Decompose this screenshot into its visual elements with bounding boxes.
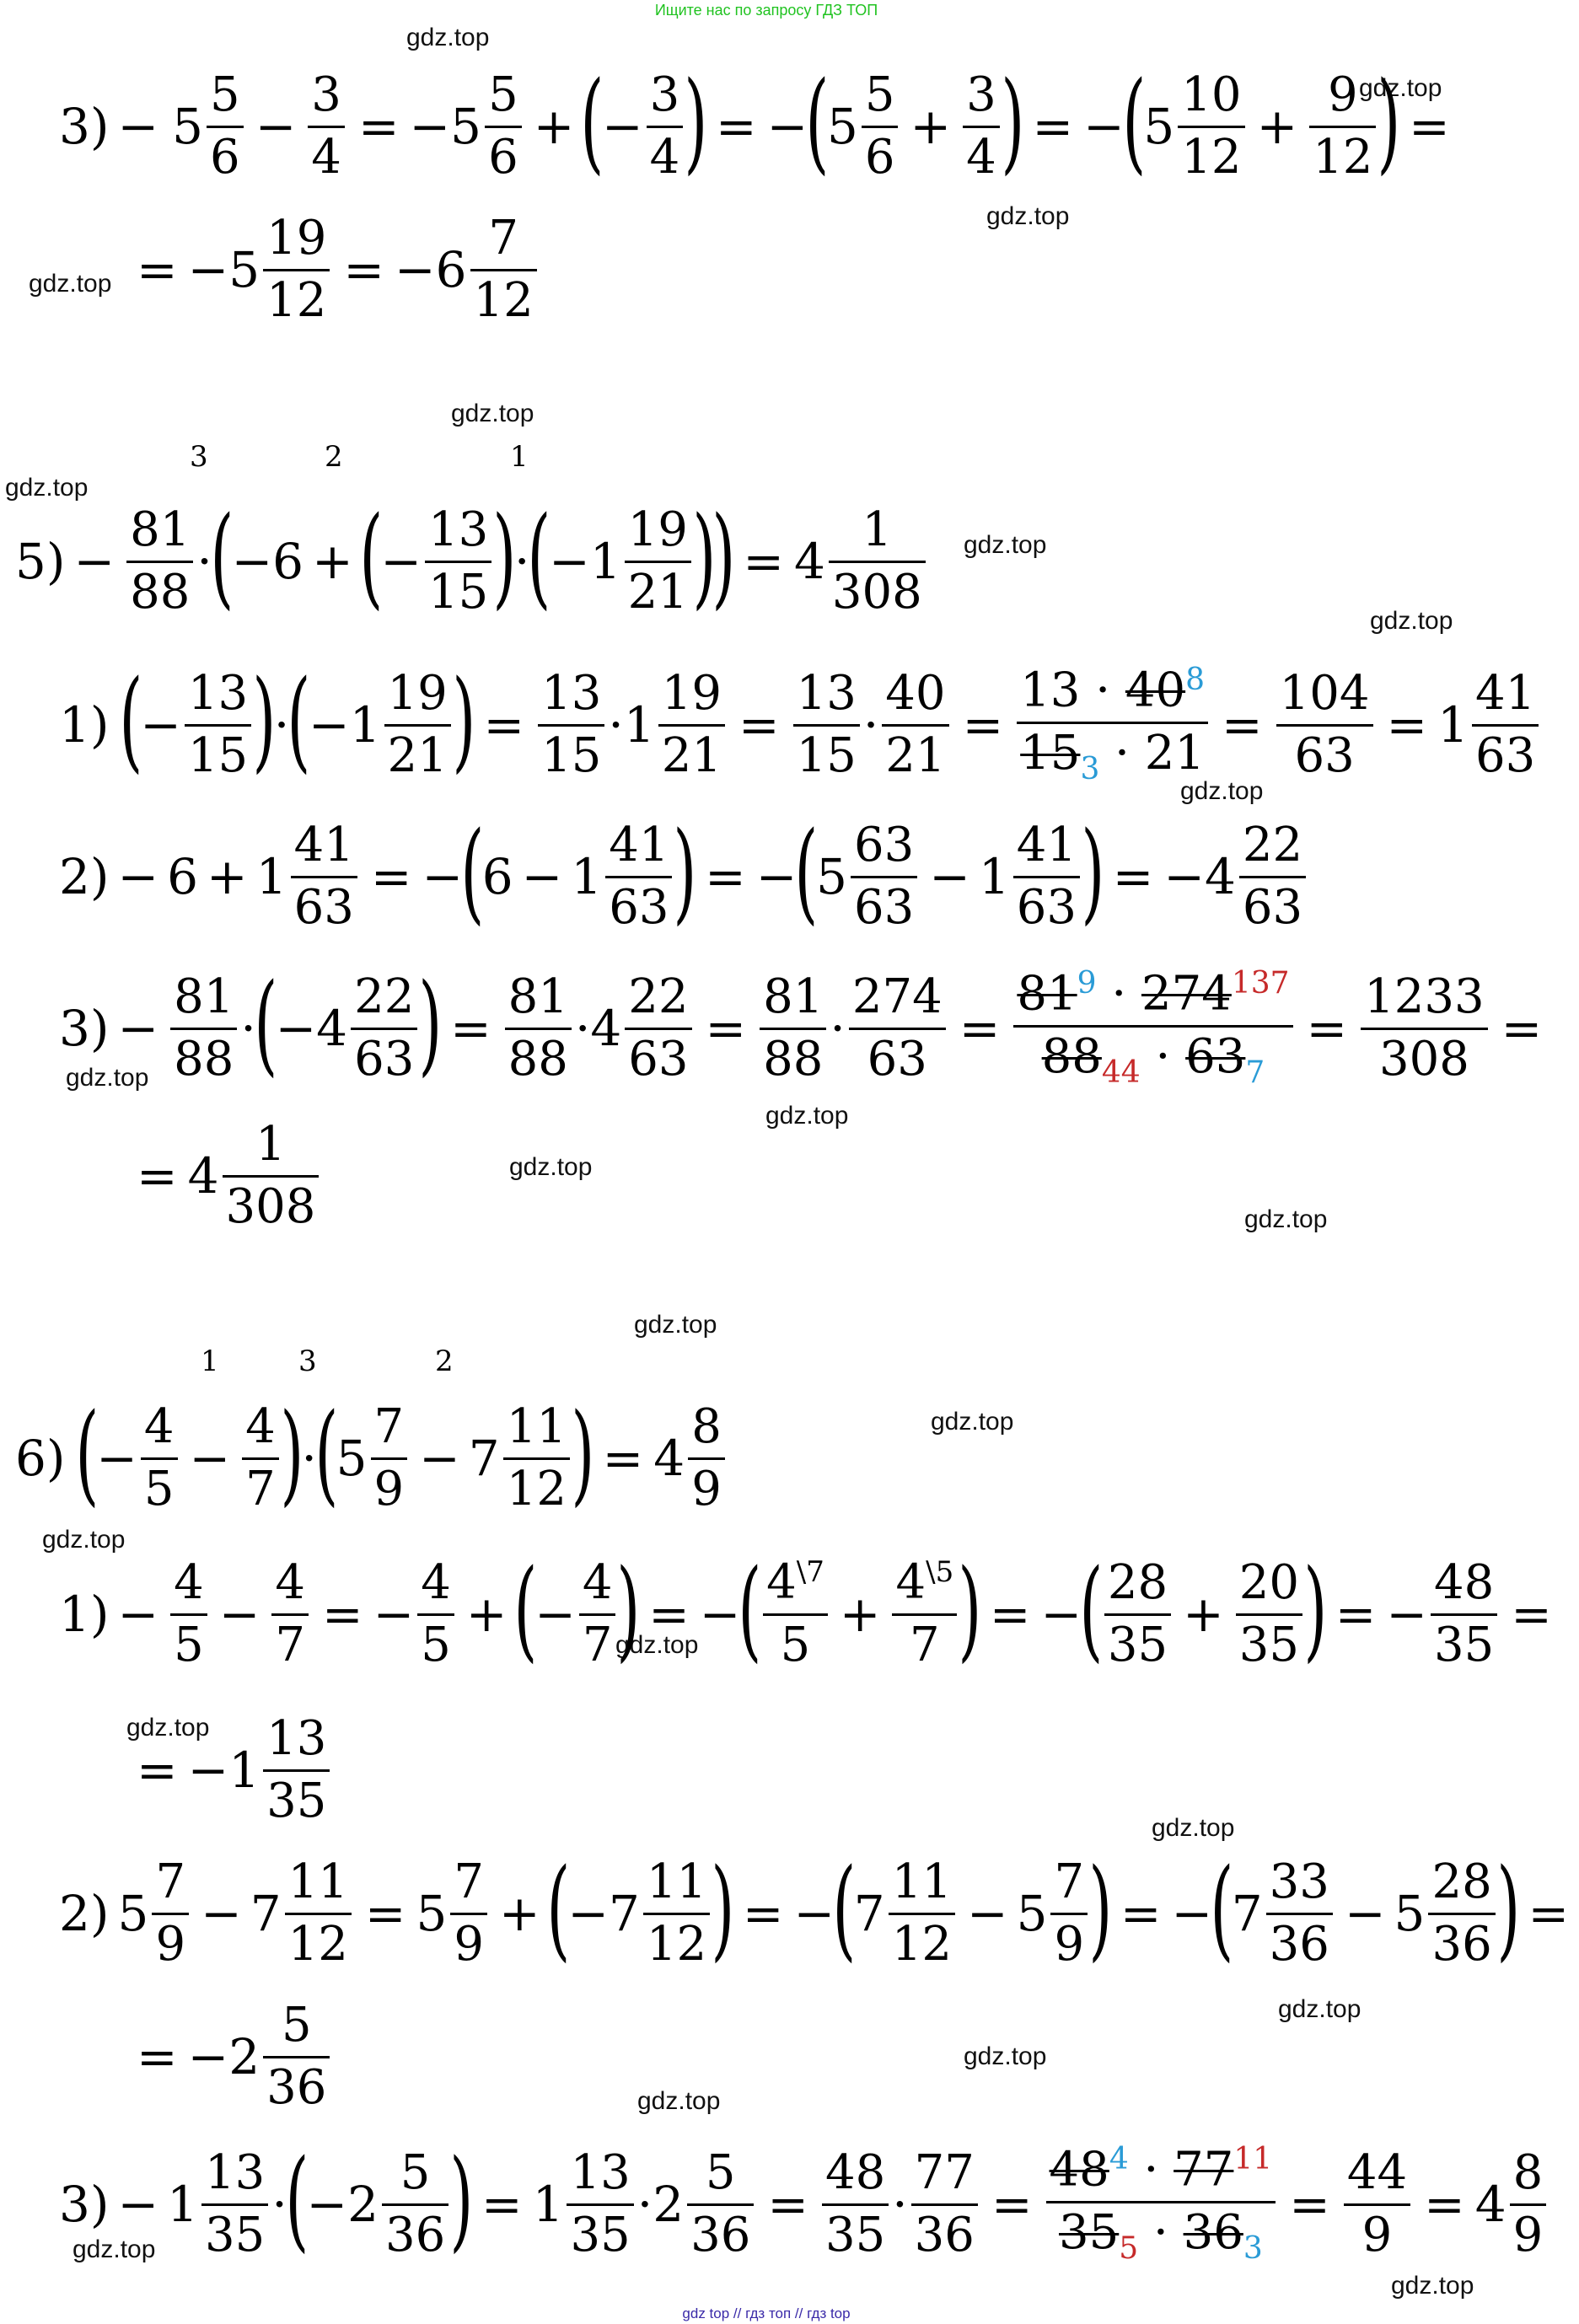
fraction: $\frac{81}{88}$	[505, 973, 572, 1085]
watermark: gdz.top	[509, 1153, 593, 1181]
fraction: $\frac{40}{21}$	[882, 669, 948, 781]
watermark: gdz.top	[42, 1526, 126, 1554]
watermark: gdz.top	[637, 2087, 721, 2115]
fraction: $\frac{7}{9}$	[152, 1858, 189, 1970]
watermark: gdz.top	[1152, 1814, 1235, 1842]
fraction: $\frac{4}{5}$	[141, 1403, 178, 1515]
reduction-fraction: $\frac{81^9 \cdot 274^{137}}{88_{44} \cdot 63_7}$	[1013, 968, 1292, 1088]
fraction: $\frac{48}{35}$	[822, 2149, 889, 2261]
fraction: $\frac{4}{7}$	[271, 1559, 309, 1671]
watermark: gdz.top	[126, 1714, 210, 1742]
fraction: $\frac{1}{308}$	[829, 506, 926, 618]
fraction: $\frac{81}{88}$	[126, 506, 193, 618]
watermark: gdz.top	[964, 531, 1047, 559]
fraction: $\frac{4}{5}$	[170, 1559, 207, 1671]
problem-6-step-2-result: = − 2 $\frac{5}{36}$	[126, 1998, 333, 2116]
fraction: $\frac{5}{6}$	[862, 71, 899, 183]
fraction: $\frac{4}{5}$	[417, 1559, 454, 1671]
order-marker: 1	[510, 440, 529, 474]
step-label: 3)	[59, 2176, 110, 2233]
step-label: 1)	[59, 1586, 110, 1643]
watermark: gdz.top	[1391, 2272, 1474, 2300]
watermark: gdz.top	[931, 1408, 1014, 1436]
problem-5-step-1: 1) ( − $\frac{13}{15}$ ) · ( − 1 $\frac{19}{21}$ ) = $\frac{13}{15}$ · 1 $\frac{19}{21}$ = $\frac{13}{15}$ · $\frac{40}{21}$ = $\frac{13 \cdot 40^8}{15_3 \cdot 21}$ = $\frac{104}{63}$ = 1 $\frac{41}{63}$	[59, 666, 1542, 784]
fraction: $\frac{22}{63}$	[625, 973, 691, 1085]
top-banner: Ищите нас по запросу ГДЗ ТОП	[654, 2, 878, 19]
fraction: $\frac{63}{63}$	[851, 821, 917, 933]
fraction: $\frac{41}{63}$	[291, 821, 357, 933]
fraction: $\frac{22}{63}$	[351, 973, 417, 1085]
fraction: $\frac{44}{9}$	[1344, 2149, 1410, 2261]
fraction: $\frac{8}{9}$	[1510, 2149, 1547, 2261]
item-label: 3)	[59, 98, 110, 155]
fraction: $\frac{41}{63}$	[1472, 669, 1539, 781]
fraction: $\frac{41}{63}$	[1013, 821, 1080, 933]
fraction: $\frac{7}{12}$	[470, 214, 537, 326]
fraction: $\frac{7}{9}$	[450, 1858, 487, 1970]
fraction: $\frac{13}{15}$	[538, 669, 604, 781]
fraction: $\frac{13}{15}$	[793, 669, 860, 781]
fraction: $\frac{3}{4}$	[308, 71, 345, 183]
fraction: $\frac{28}{36}$	[1428, 1858, 1495, 1970]
fraction: $\frac{9}{12}$	[1309, 71, 1376, 183]
fraction: $\frac{11}{12}$	[285, 1858, 352, 1970]
fraction: $\frac{11}{12}$	[503, 1403, 570, 1515]
fraction: $\frac{7}{9}$	[1050, 1858, 1088, 1970]
fraction: $\frac{77}{36}$	[911, 2149, 978, 2261]
order-marker: 2	[435, 1344, 454, 1378]
order-marker: 3	[298, 1344, 317, 1378]
watermark: gdz.top	[5, 474, 89, 502]
fraction: $\frac{274}{63}$	[849, 973, 946, 1085]
fraction: $\frac{4}{7}$	[242, 1403, 279, 1515]
watermark: gdz.top	[1180, 777, 1264, 805]
watermark: gdz.top	[615, 1631, 699, 1659]
order-marker: 3	[190, 440, 208, 474]
fraction: $\frac{13}{35}$	[201, 2149, 268, 2261]
fraction: $\frac{5}{36}$	[382, 2149, 448, 2261]
fraction: $\frac{19}{21}$	[384, 669, 451, 781]
problem-3-line-1: 3) − 5 $\frac{5}{6}$ − $\frac{3}{4}$ = − 5 $\frac{5}{6}$ + ( − $\frac{3}{4}$ ) = − ( 5 $\frac{5}{6}$ + $\frac{3}{4}$ ) = − ( 5 $\frac{10}{12}$ + $\frac{9}{12}$ ) =	[59, 57, 1450, 185]
fraction: $\frac{13}{35}$	[263, 1715, 330, 1827]
watermark: gdz.top	[1244, 1205, 1328, 1233]
fraction: $\frac{5}{36}$	[263, 2001, 330, 2113]
watermark: gdz.top	[634, 1311, 717, 1339]
problem-5-step-3: 3) − $\frac{81}{88}$ · ( − 4 $\frac{22}{63}$ ) = $\frac{81}{88}$ · 4 $\frac{22}{63}$ = $\frac{81}{88}$ · $\frac{274}{63}$ = $\frac{81^9 \cdot 274^{137}}{88_{44} \cdot 63_7}$ = $\frac{1233}{308}$ =	[59, 959, 1543, 1090]
fraction: $\frac{5}{36}$	[687, 2149, 754, 2261]
step-label: 2)	[59, 1885, 110, 1942]
fraction: $\frac{81}{88}$	[170, 973, 237, 1085]
fraction: $\frac{3}{4}$	[963, 71, 1000, 183]
problem-6-step-1-result: = − 1 $\frac{13}{35}$	[126, 1711, 333, 1829]
item-label: 5)	[15, 533, 66, 590]
fraction: $\frac{1}{308}$	[223, 1120, 320, 1232]
order-marker: 1	[201, 1344, 219, 1378]
watermark: gdz.top	[406, 24, 490, 51]
fraction: $\frac{11}{12}$	[643, 1858, 710, 1970]
fraction: $\frac{13}{15}$	[185, 669, 251, 781]
step-label: 3)	[59, 1000, 110, 1057]
fraction: $\frac{104}{63}$	[1276, 669, 1373, 781]
problem-6-step-3: 3) − 1 $\frac{13}{35}$ · ( − 2 $\frac{5}{36}$ ) = 1 $\frac{13}{35}$ · 2 $\frac{5}{36}$ = $\frac{48}{35}$ · $\frac{77}{36}$ = $\frac{48^4 \cdot 77^{11}}{35_5 \cdot 36_3}$ = $\frac{44}{9}$ = 4 $\frac{8}{9}$	[59, 2145, 1549, 2263]
fraction: $\frac{48}{35}$	[1431, 1559, 1497, 1671]
watermark: gdz.top	[986, 202, 1070, 230]
fraction: $\frac{28}{35}$	[1104, 1559, 1171, 1671]
whole-part: 5	[172, 98, 204, 155]
order-marker: 2	[325, 440, 343, 474]
problem-6-step-1: 1) − $\frac{4}{5}$ − $\frac{4}{7}$ = − $\frac{4}{5}$ + ( − $\frac{4}{7}$ ) = − ( $\frac{4^{\backslash 7}}{5}$ + $\frac{4^{\backslash 5}}{7}$ ) = − ( $\frac{28}{35}$ + $\frac{20}{35}$ ) = − $\frac{48}{35}$ =	[59, 1545, 1552, 1673]
fraction: $\frac{4^{\backslash 5}}{7}$	[892, 1558, 957, 1670]
watermark: gdz.top	[1370, 607, 1453, 635]
watermark: gdz.top	[73, 2235, 156, 2263]
watermark: gdz.top	[29, 270, 112, 298]
problem-5-step-2: 2) − 6 + 1 $\frac{41}{63}$ = − ( 6 − 1 $\frac{41}{63}$ ) = − ( 5 $\frac{63}{63}$ − 1 $\frac{41}{63}$ ) = − 4 $\frac{22}{63}$	[59, 818, 1309, 936]
watermark: gdz.top	[66, 1064, 149, 1092]
reduction-fraction: $\frac{48^4 \cdot 77^{11}}{35_5 \cdot 36_3}$	[1046, 2144, 1276, 2264]
fraction: $\frac{4^{\backslash 7}}{5}$	[763, 1558, 828, 1670]
fraction: $\frac{33}{36}$	[1266, 1858, 1333, 1970]
fraction: $\frac{13}{15}$	[425, 506, 491, 618]
bottom-banner: gdz top // гдз топ // гдз top	[682, 2305, 851, 2321]
fraction: $\frac{1233}{308}$	[1361, 973, 1488, 1085]
reduction-fraction: $\frac{13 \cdot 40^8}{15_3 \cdot 21}$	[1017, 664, 1208, 785]
fraction: $\frac{19}{21}$	[658, 669, 725, 781]
watermark: gdz.top	[1278, 1995, 1361, 2023]
fraction: $\frac{4}{7}$	[579, 1559, 616, 1671]
fraction: $\frac{19}{12}$	[263, 214, 330, 326]
fraction: $\frac{7}{9}$	[371, 1403, 408, 1515]
fraction: $\frac{20}{35}$	[1236, 1559, 1302, 1671]
fraction: $\frac{3}{4}$	[647, 71, 684, 183]
watermark: gdz.top	[451, 400, 534, 427]
fraction: $\frac{13}{35}$	[567, 2149, 633, 2261]
watermark: gdz.top	[964, 2042, 1047, 2070]
step-label: 2)	[59, 848, 110, 905]
item-label: 6)	[15, 1430, 66, 1487]
fraction: $\frac{8}{9}$	[688, 1403, 725, 1515]
watermark: gdz.top	[1359, 74, 1442, 102]
problem-5-main: 5) − $\frac{81}{88}$ · ( − 6 + ( − $\frac{13}{15}$ ) · ( − 1 $\frac{19}{21}$ ) ) = 4 $\frac{1}{308}$	[15, 502, 929, 620]
fraction: $\frac{10}{12}$	[1178, 71, 1244, 183]
fraction: $\frac{41}{63}$	[605, 821, 672, 933]
fraction: $\frac{11}{12}$	[889, 1858, 955, 1970]
fraction: $\frac{5}{6}$	[207, 71, 244, 183]
watermark: gdz.top	[765, 1102, 849, 1130]
step-label: 1)	[59, 696, 110, 754]
problem-6-main: 6) ( − $\frac{4}{5}$ − $\frac{4}{7}$ ) · ( 5 $\frac{7}{9}$ − 7 $\frac{11}{12}$ ) = 4 $\frac{8}{9}$	[15, 1399, 728, 1517]
problem-3-line-2: = − 5 $\frac{19}{12}$ = − 6 $\frac{7}{12}$	[126, 211, 540, 329]
fraction: $\frac{19}{21}$	[625, 506, 691, 618]
problem-6-step-2: 2) 5 $\frac{7}{9}$ − 7 $\frac{11}{12}$ = 5 $\frac{7}{9}$ + ( − 7 $\frac{11}{12}$ ) = − ( 7 $\frac{11}{12}$ − 5 $\frac{7}{9}$ ) = − ( 7 $\frac{33}{36}$ − 5 $\frac{28}{36}$ ) =	[59, 1844, 1570, 1972]
problem-5-step-3-result: = 4 $\frac{1}{308}$	[126, 1117, 322, 1235]
fraction: $\frac{81}{88}$	[760, 973, 826, 1085]
fraction: $\frac{5}{6}$	[485, 71, 522, 183]
fraction: $\frac{22}{63}$	[1239, 821, 1306, 933]
